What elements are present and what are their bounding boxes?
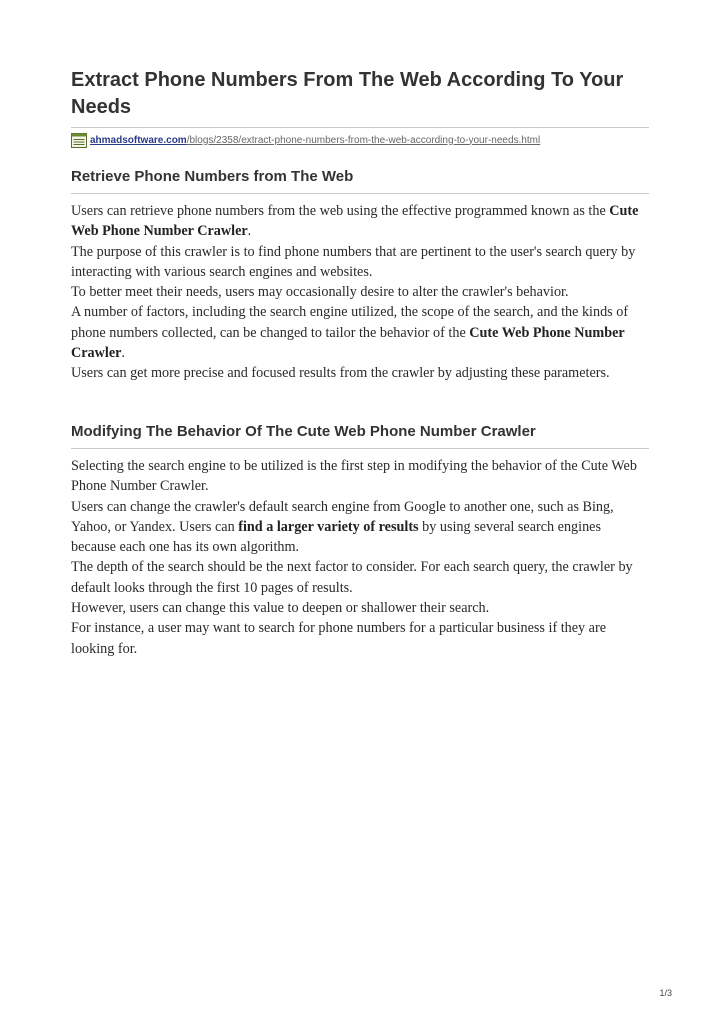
bold-phrase: find a larger variety of results [238, 518, 419, 535]
paragraph: The depth of the search should be the next factor to consider. For each search query, the crawler by default looks through the first 10 pages of results. [71, 559, 633, 596]
paragraph: Users can change the crawler's default search engine from Google to another one, such as Bing, Yahoo, or Yandex. Users can find a larger variety of results by using several search engines because each one has its own algorithm. [71, 498, 614, 556]
paragraph: A number of factors, including the search engine utilized, the scope of the search, and the kinds of phone numbers collected, can be changed to tailor the behavior of the Cute Web Phone Number Crawler. [71, 304, 629, 362]
bold-phrase: Cute Web Phone Number Crawler [71, 324, 625, 362]
source-host[interactable]: ahmadsoftware.com [90, 134, 187, 146]
source-link[interactable] [71, 132, 540, 148]
paragraph: However, users can change this value to deepen or shallower their search. [71, 600, 490, 617]
paragraph: For instance, a user may want to search for phone numbers for a particular business if they are looking for. [71, 620, 607, 657]
paragraph: To better meet their needs, users may occasionally desire to alter the crawler's behavior. [71, 284, 569, 301]
page-icon [71, 133, 87, 148]
section-divider [71, 448, 649, 449]
section-divider [71, 193, 649, 194]
section-body [71, 456, 649, 659]
document-title: Extract Phone Numbers From The Web According To Your Needs [71, 69, 624, 118]
paragraph: Users can retrieve phone numbers from the web using the effective programmed known as the Cute Web Phone Number Crawler. [71, 203, 639, 240]
section-body [71, 201, 649, 384]
page-number: 1/3 [659, 988, 672, 998]
title-divider [71, 127, 649, 128]
section-heading: Modifying The Behavior Of The Cute Web Phone Number Crawler [71, 423, 536, 440]
paragraph: Users can get more precise and focused results from the crawler by adjusting these parameters. [71, 365, 610, 382]
bold-phrase: Cute Web Phone Number Crawler [71, 203, 639, 240]
paragraph: The purpose of this crawler is to find phone numbers that are pertinent to the user's search query by interacting with various search engines and websites. [71, 243, 636, 280]
section-heading: Retrieve Phone Numbers from The Web [71, 168, 354, 185]
source-path[interactable]: /blogs/2358/extract-phone-numbers-from-the-web-according-to-your-needs.html [186, 134, 541, 146]
paragraph: Selecting the search engine to be utilized is the first step in modifying the behavior of the Cute Web Phone Number Crawler. [71, 458, 637, 495]
